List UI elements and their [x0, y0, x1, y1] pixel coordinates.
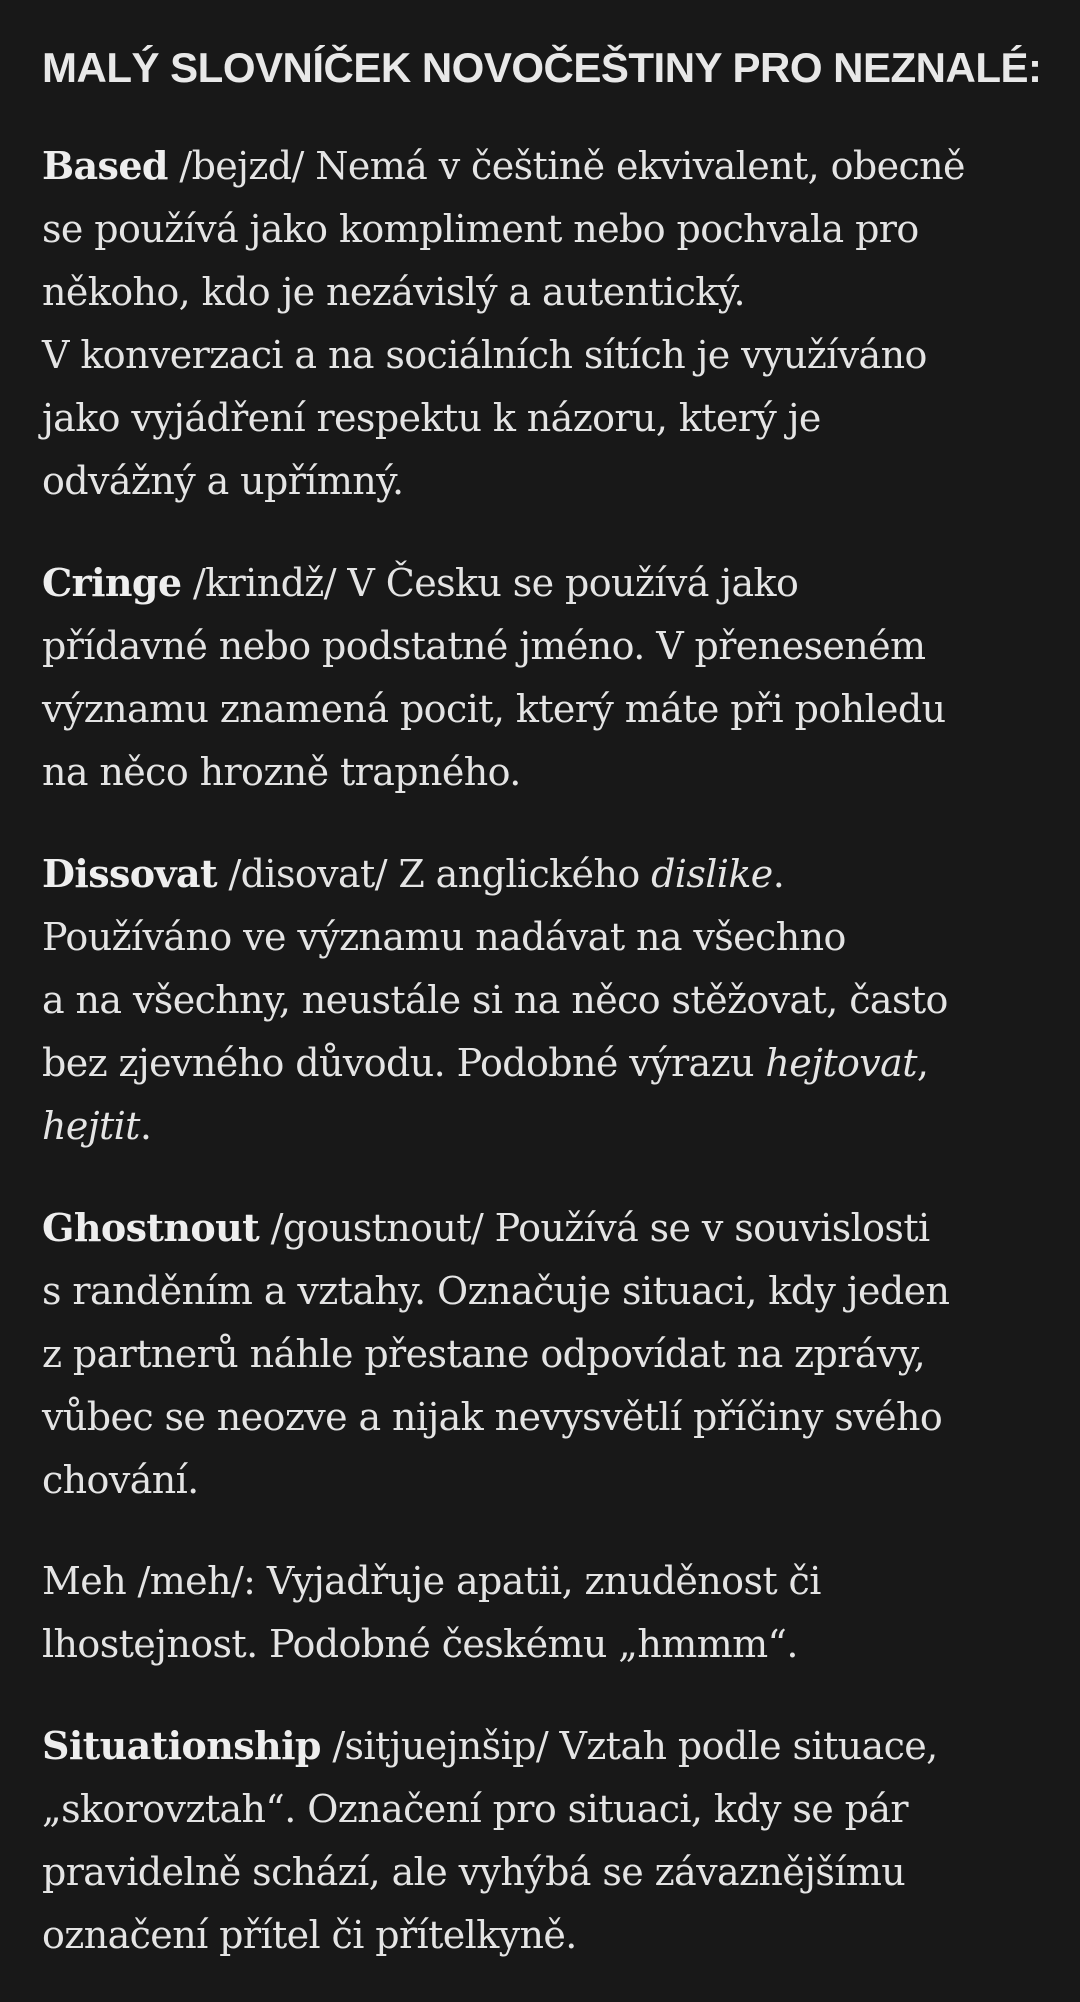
definition-line: /krindž/ V Česku se používá jako: [181, 561, 799, 605]
definition-line: chování.: [42, 1458, 199, 1502]
definition-line: /sitjuejnšip/ Vztah podle situace,: [320, 1724, 938, 1768]
definition-line: někoho, kdo je nezávislý a autentický.: [42, 270, 746, 314]
entry-ghostnout: [42, 1196, 1038, 1512]
term-based: Based: [42, 143, 168, 188]
entry-dissovat: Dissovat /disovat/ Z anglického dislike. Používáno ve významu nadávat na všechno a na všechny, neustále si na něco stěžovat, často bez zjevného důvodu. Podobné výrazu hejtovat, hejtit.: [42, 842, 1038, 1158]
definition-line: lhostejnost. Podobné českému „hmmm“.: [42, 1622, 798, 1666]
entry-situationship: [42, 1714, 1038, 1967]
term-ghostnout: Ghostnout: [42, 1205, 260, 1250]
definition-line: V konverzaci a na sociálních sítích je využíváno: [42, 333, 927, 377]
definition-line: přídavné nebo podstatné jméno. V přeneseném: [42, 624, 926, 668]
term-situationship: Situationship: [42, 1723, 321, 1768]
emphasis-word: hejtit: [42, 1104, 140, 1148]
definition-line: označení přítel či přítelkyně.: [42, 1913, 577, 1957]
definition-line: a na všechny, neustále si na něco stěžovat, často: [42, 978, 948, 1022]
entry-based: [42, 134, 1038, 513]
entry-meh: [42, 1550, 1038, 1676]
definition-line: /goustnout/ Používá se v souvislosti: [259, 1206, 930, 1250]
definition-line: pravidelně schází, ale vyhýbá se závaznějšímu: [42, 1850, 906, 1894]
definition-line: „skorovztah“. Označení pro situaci, kdy se pár: [42, 1787, 908, 1831]
definition-line: s randěním a vztahy. Označuje situaci, kdy jeden: [42, 1269, 950, 1313]
definition-line: významu znamená pocit, který máte při pohledu: [42, 687, 946, 731]
definition-line: /bejzd/ Nemá v češtině ekvivalent, obecně: [167, 144, 965, 188]
term-cringe: Cringe: [42, 560, 182, 605]
definition-line: odvážný a upřímný.: [42, 459, 404, 503]
term-dissovat: Dissovat: [42, 851, 217, 896]
entry-cringe: [42, 551, 1038, 804]
definition-line: Meh /meh/: Vyjadřuje apatii, znuděnost či: [42, 1559, 821, 1603]
definition-line: bez zjevného důvodu. Podobné výrazu: [42, 1041, 766, 1085]
definition-line: na něco hrozně trapného.: [42, 750, 521, 794]
glossary-heading: MALÝ SLOVNÍČEK NOVOČEŠTINY PRO NEZNALÉ:: [42, 44, 1042, 91]
emphasis-word: hejtovat: [765, 1041, 917, 1085]
definition-line: /disovat/ Z anglického: [216, 852, 652, 896]
definition-line: vůbec se neozve a nijak nevysvětlí příčiny svého: [42, 1395, 943, 1439]
definition-line: Používáno ve významu nadávat na všechno: [42, 915, 846, 959]
definition-line: se používá jako kompliment nebo pochvala pro: [42, 207, 919, 251]
emphasis-word: dislike: [651, 852, 773, 896]
definition-line: z partnerů náhle přestane odpovídat na zprávy,: [42, 1332, 926, 1376]
definition-line: jako vyjádření respektu k názoru, který je: [42, 396, 821, 440]
